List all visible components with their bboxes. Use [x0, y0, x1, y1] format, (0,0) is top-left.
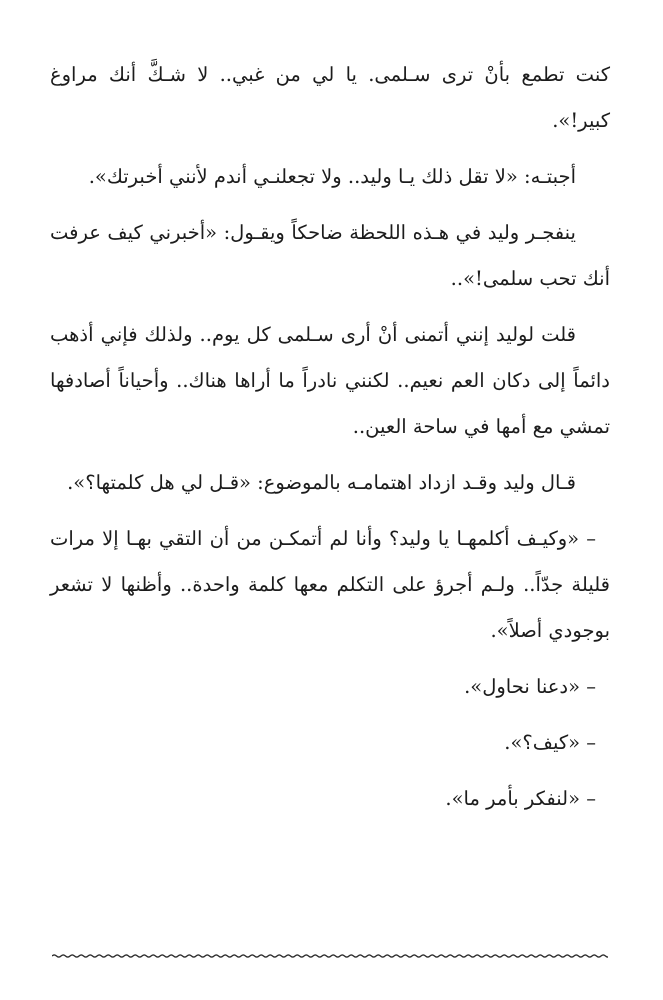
- wavy-divider: [52, 951, 608, 961]
- dialog-line-4: – «لنفكر بأمر ما».: [445, 787, 596, 810]
- paragraph-4: قلت لوليد إنني أتمنى أنْ أرى سـلمى كل يوم.. ولذلك فإني أذهب دائماً إلى دكان العم نعيم.. لكنني نادراً ما أراها هناك.. وأحياناً أصادفها تمشي مع أمها في ساحة العين..: [50, 323, 610, 438]
- dialog-line-1: – «وكيـف أكلمهـا يا وليد؟ وأنا لم أتمكـن من أن التقي بهـا إلا مرات قليلة جدّاً.. ولـم أجرؤ على التكلم معها كلمة واحدة.. وأظنها لا تشعر بوجودي أصلاً».: [50, 527, 610, 642]
- paragraph-2: أجبتـه: «لا تقل ذلك يـا وليد.. ولا تجعلنـي أندم لأنني أخبرتك».: [88, 165, 576, 188]
- paragraph-5: قـال وليد وقـد ازداد اهتمامـه بالموضوع: «قـل لي هل كلمتها؟».: [67, 471, 576, 494]
- paragraph-3: ينفجـر وليد في هـذه اللحظة ضاحكاً ويقـول: «أخبرني كيف عرفت أنك تحب سلمى!»..: [50, 221, 610, 290]
- book-page: [50, 52, 610, 832]
- paragraph-1: كنت تطمع بأنْ ترى سـلمى. يا لي من غبي.. لا شـكَّ أنك مراوغ كبير!».: [50, 63, 610, 132]
- wavy-divider-line: [52, 955, 608, 957]
- dialog-line-2: – «دعنا نحاول».: [464, 675, 596, 698]
- dialog-line-3: – «كيف؟».: [504, 731, 596, 754]
